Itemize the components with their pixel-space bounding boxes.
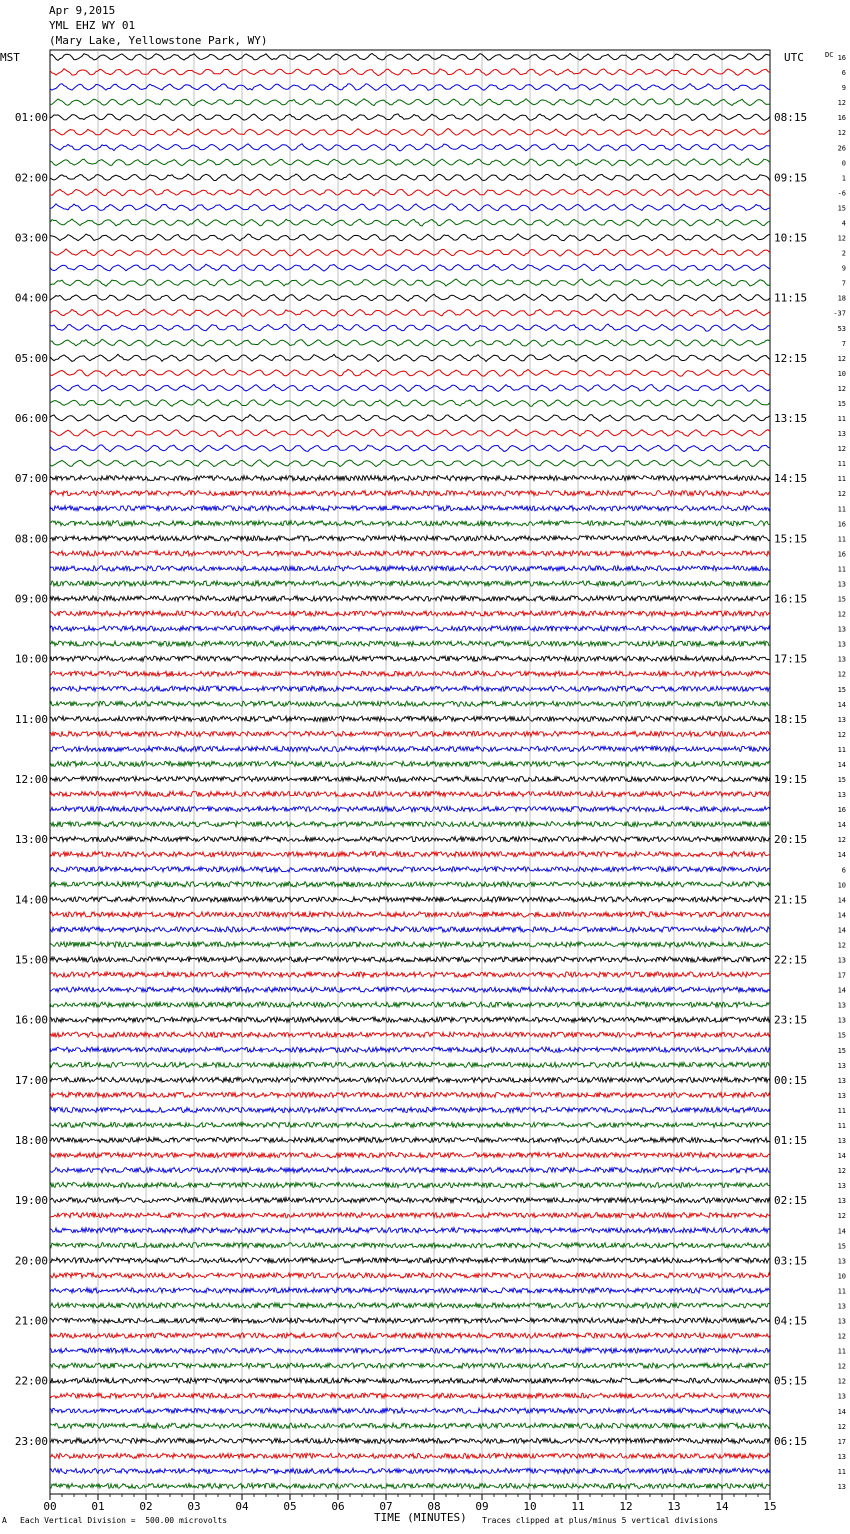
header-date: Apr 9,2015	[49, 4, 116, 17]
dc-offset: 11	[837, 1106, 846, 1115]
right-time-label: 19:15	[774, 773, 808, 786]
left-time-label: 06:00	[14, 412, 48, 425]
left-time-label: 07:00	[14, 472, 48, 486]
trace-row	[50, 1333, 770, 1338]
dc-offset: 14	[837, 1407, 846, 1416]
header-station: YML EHZ WY 01	[49, 19, 136, 32]
dc-offset: 13	[837, 1076, 846, 1085]
trace-row	[50, 174, 770, 181]
trace-row	[50, 641, 770, 646]
trace-row	[50, 807, 770, 812]
x-tick-label: 12	[619, 1500, 633, 1513]
right-time-label: 00:15	[774, 1073, 808, 1087]
trace-row	[50, 1408, 770, 1413]
left-time-label: 19:00	[14, 1194, 48, 1208]
x-tick-label: 00	[43, 1500, 57, 1513]
trace-row	[50, 429, 770, 436]
dc-offset: 12	[837, 1377, 846, 1386]
left-time-label: 17:00	[14, 1073, 48, 1087]
dc-offset: 14	[837, 851, 846, 860]
right-time-label: 10:15	[774, 231, 808, 245]
dc-offset: 15	[837, 595, 846, 604]
dc-offset: 18	[837, 294, 846, 303]
dc-offset: 11	[837, 1287, 846, 1296]
dc-offset: 12	[837, 1332, 846, 1341]
trace-row	[50, 415, 770, 422]
left-time-label: 21:00	[14, 1314, 48, 1328]
trace-row	[50, 491, 770, 496]
dc-offset: 1	[841, 174, 846, 183]
dc-offset: 12	[837, 234, 846, 243]
right-time-label: 18:15	[774, 712, 808, 726]
trace-row	[50, 69, 770, 76]
dc-offset: 9	[841, 264, 846, 273]
left-axis-title: MST	[0, 51, 20, 64]
trace-row	[50, 400, 770, 407]
dc-offset: 0	[841, 159, 846, 168]
dc-offset: 11	[837, 505, 846, 514]
trace-row	[50, 822, 770, 827]
x-axis-title: TIME (MINUTES)	[374, 1511, 467, 1524]
dc-offset: 14	[837, 821, 846, 830]
trace-row	[50, 1453, 770, 1458]
trace-row	[50, 1483, 770, 1488]
trace-row	[50, 957, 770, 962]
dc-offset: 14	[837, 760, 846, 769]
trace-row	[50, 1122, 770, 1127]
trace-row	[50, 611, 770, 616]
right-time-label: 22:15	[774, 953, 808, 967]
trace-row	[50, 1183, 770, 1188]
dc-offset: 16	[837, 114, 846, 123]
dc-offset: 12	[837, 354, 846, 363]
trace-row	[50, 144, 770, 151]
trace-row	[50, 731, 770, 736]
right-time-label: 23:15	[774, 1013, 808, 1027]
x-tick-label: 05	[283, 1500, 297, 1513]
dc-offset: 16	[837, 520, 846, 529]
trace-row	[50, 716, 770, 721]
trace-row	[50, 1168, 770, 1173]
trace-row	[50, 159, 770, 166]
right-time-label: 08:15	[774, 111, 808, 125]
dc-offset: 13	[837, 640, 846, 649]
left-time-label: 08:00	[14, 532, 48, 546]
trace-row	[50, 249, 770, 256]
trace-row	[50, 581, 770, 586]
left-time-label: 18:00	[14, 1134, 48, 1147]
trace-row	[50, 882, 770, 887]
x-tick-label: 15	[763, 1500, 777, 1513]
dc-offset: 11	[837, 745, 846, 754]
trace-row	[50, 219, 770, 226]
trace-row	[50, 551, 770, 556]
left-time-label: 23:00	[14, 1434, 48, 1448]
dc-label: DC	[825, 51, 834, 59]
dc-offset: 14	[837, 1227, 846, 1236]
trace-row	[50, 686, 770, 691]
dc-offset: 15	[837, 1031, 846, 1040]
trace-row	[50, 1017, 770, 1022]
trace-row	[50, 897, 770, 902]
header-location: (Mary Lake, Yellowstone Park, WY)	[49, 34, 268, 47]
trace-row	[50, 521, 770, 526]
dc-offset: 10	[837, 1272, 846, 1281]
x-tick-label: 11	[571, 1500, 585, 1513]
left-time-label: 22:00	[14, 1374, 48, 1388]
dc-offset: 15	[837, 1046, 846, 1055]
dc-offset: 12	[837, 610, 846, 619]
trace-row	[50, 1423, 770, 1428]
right-time-label: 09:15	[774, 171, 808, 185]
dc-offset: 14	[837, 1152, 846, 1161]
dc-offset: 12	[837, 1212, 846, 1221]
left-time-label: 03:00	[14, 231, 48, 245]
x-tick-label: 09	[475, 1500, 489, 1513]
trace-row	[50, 324, 770, 331]
trace-row	[50, 596, 770, 601]
trace-row	[50, 129, 770, 136]
trace-row	[50, 837, 770, 842]
trace-row	[50, 294, 770, 301]
dc-offset: 11	[837, 535, 846, 544]
x-tick-label: 10	[523, 1500, 537, 1513]
dc-offset: 16	[837, 54, 846, 62]
dc-offset: 13	[837, 1001, 846, 1010]
right-time-label: 15:15	[774, 532, 808, 546]
trace-row	[50, 776, 770, 781]
trace-row	[50, 1062, 770, 1067]
dc-offset: -6	[837, 189, 846, 198]
dc-offset: 12	[837, 1167, 846, 1176]
dc-offset: 16	[837, 806, 846, 815]
dc-offset: 13	[837, 715, 846, 724]
trace-row	[50, 1092, 770, 1097]
dc-offset: 17	[837, 1437, 846, 1446]
dc-offset: 12	[837, 384, 846, 393]
seismogram-traces	[50, 54, 770, 1489]
dc-offset: 15	[837, 1242, 846, 1251]
left-time-label: 09:00	[14, 592, 48, 606]
x-tick-label: 01	[91, 1500, 105, 1513]
dc-offset: 13	[837, 1482, 846, 1491]
trace-row	[50, 1438, 770, 1443]
dc-offset: 11	[837, 1121, 846, 1130]
dc-offset: 11	[837, 475, 846, 484]
trace-row	[50, 54, 770, 61]
trace-row	[50, 656, 770, 661]
dc-offset: 17	[837, 971, 846, 980]
dc-offset: 53	[837, 324, 846, 333]
trace-row	[50, 1273, 770, 1278]
trace-row	[50, 339, 770, 346]
left-time-label: 01:00	[14, 111, 48, 125]
clip-note: Traces clipped at plus/minus 5 vertical divisions	[482, 1516, 719, 1525]
dc-offset: 13	[837, 1091, 846, 1100]
x-tick-label: 06	[331, 1500, 345, 1513]
trace-row	[50, 927, 770, 932]
trace-row	[50, 1258, 770, 1263]
dc-offset: 12	[837, 836, 846, 845]
trace-row	[50, 1228, 770, 1233]
left-time-label: 02:00	[14, 171, 48, 185]
trace-row	[50, 912, 770, 917]
dc-offset: 14	[837, 911, 846, 920]
left-time-label: 11:00	[14, 712, 48, 726]
trace-row	[50, 852, 770, 857]
dc-offset: 13	[837, 956, 846, 965]
left-time-label: 05:00	[14, 351, 48, 365]
dc-offset: 12	[837, 730, 846, 739]
trace-row	[50, 867, 770, 872]
right-time-labels	[774, 111, 807, 1448]
dc-offset: 11	[837, 415, 846, 423]
dc-offset: 13	[837, 1182, 846, 1191]
left-time-label: 15:00	[14, 953, 48, 967]
dc-offset: 15	[837, 399, 846, 408]
dc-offset: 13	[837, 625, 846, 634]
dc-offset: -37	[833, 309, 846, 318]
trace-row	[50, 761, 770, 766]
trace-row	[50, 279, 770, 286]
left-time-label: 16:00	[14, 1013, 48, 1027]
dc-offset: 13	[837, 791, 846, 800]
trace-row	[50, 1363, 770, 1368]
trace-row	[50, 1152, 770, 1157]
dc-offset: 12	[837, 1362, 846, 1371]
left-time-label: 14:00	[14, 893, 48, 907]
dc-offset: 13	[837, 1392, 846, 1401]
right-time-label: 06:15	[774, 1434, 808, 1448]
trace-row	[50, 1378, 770, 1383]
dc-offset: 14	[837, 926, 846, 935]
dc-offset: 11	[837, 565, 846, 574]
trace-row	[50, 84, 770, 91]
trace-row	[50, 204, 770, 211]
trace-row	[50, 972, 770, 977]
right-time-label: 14:15	[774, 472, 808, 486]
x-tick-label: 03	[187, 1500, 201, 1513]
dc-offset: 6	[841, 866, 846, 875]
trace-row	[50, 99, 770, 106]
trace-row	[50, 791, 770, 796]
dc-offset: 10	[837, 881, 846, 890]
trace-row	[50, 1288, 770, 1293]
dc-offset: 13	[837, 655, 846, 664]
dc-offset: 12	[837, 941, 846, 950]
dc-offset: 7	[841, 279, 846, 288]
x-tick-label: 13	[667, 1500, 681, 1513]
trace-row	[50, 1213, 770, 1218]
trace-row	[50, 309, 770, 316]
x-tick-label: 08	[427, 1500, 441, 1513]
x-tick-label: 14	[715, 1500, 729, 1513]
trace-row	[50, 1468, 770, 1473]
trace-row	[50, 385, 770, 392]
dc-offset: 13	[837, 1061, 846, 1070]
trace-row	[50, 1393, 770, 1398]
dc-offset: 11	[837, 1467, 846, 1476]
dc-offset: 13	[837, 1317, 846, 1326]
scale-note: Each Vertical Division = 500.00 microvolts	[20, 1516, 228, 1525]
trace-row	[50, 1077, 770, 1082]
dc-offset: 13	[837, 1257, 846, 1266]
dc-offset: 14	[837, 700, 846, 709]
dc-offset: 13	[837, 1452, 846, 1461]
trace-row	[50, 369, 770, 376]
trace-row	[50, 1137, 770, 1142]
trace-row	[50, 1303, 770, 1308]
right-time-label: 13:15	[774, 412, 808, 425]
dc-offset: 12	[837, 670, 846, 679]
trace-row	[50, 445, 770, 452]
dc-offset: 12	[837, 129, 846, 138]
dc-offset: 12	[837, 99, 846, 108]
trace-row	[50, 987, 770, 992]
dc-offset: 15	[837, 204, 846, 213]
dc-offset: 13	[837, 1302, 846, 1311]
trace-row	[50, 746, 770, 751]
dc-offset: 6	[841, 69, 846, 78]
dc-offset: 4	[841, 219, 846, 228]
trace-row	[50, 506, 770, 511]
dc-offset: 10	[837, 369, 846, 378]
corner-mark: A	[2, 1516, 7, 1525]
trace-row	[50, 1032, 770, 1037]
trace-row	[50, 1002, 770, 1007]
dc-offset: 14	[837, 986, 846, 995]
right-time-label: 12:15	[774, 351, 808, 365]
right-time-label: 03:15	[774, 1254, 808, 1268]
x-tick-label: 02	[139, 1500, 153, 1513]
left-time-label: 13:00	[14, 833, 48, 847]
trace-row	[50, 1318, 770, 1323]
dc-offset: 11	[837, 1347, 846, 1356]
trace-row	[50, 264, 770, 271]
trace-row	[50, 476, 770, 481]
right-axis-title: UTC	[784, 51, 804, 64]
right-time-label: 21:15	[774, 893, 808, 907]
trace-row	[50, 114, 770, 121]
dc-offset: 13	[837, 430, 846, 439]
dc-offset: 13	[837, 1197, 846, 1206]
dc-offset-labels	[833, 54, 846, 1491]
trace-row	[50, 671, 770, 676]
dc-offset: 11	[837, 460, 846, 469]
trace-row	[50, 566, 770, 571]
dc-offset: 15	[837, 685, 846, 694]
trace-row	[50, 626, 770, 631]
dc-offset: 26	[837, 144, 846, 153]
trace-row	[50, 1107, 770, 1112]
x-tick-label: 07	[379, 1500, 393, 1513]
dc-offset: 15	[837, 776, 846, 784]
dc-offset: 13	[837, 1016, 846, 1025]
dc-offset: 12	[837, 445, 846, 454]
dc-offset: 12	[837, 490, 846, 499]
right-time-label: 05:15	[774, 1374, 808, 1388]
right-time-label: 16:15	[774, 592, 808, 606]
right-time-label: 11:15	[774, 291, 808, 305]
dc-offset: 14	[837, 896, 846, 905]
trace-row	[50, 701, 770, 706]
dc-offset: 13	[837, 580, 846, 589]
trace-row	[50, 942, 770, 947]
left-time-label: 20:00	[14, 1254, 48, 1268]
dc-offset: 7	[841, 339, 846, 348]
right-time-label: 17:15	[774, 652, 808, 666]
left-time-label: 10:00	[14, 652, 48, 666]
right-time-label: 02:15	[774, 1194, 808, 1208]
left-time-labels	[15, 111, 48, 1448]
x-tick-label: 04	[235, 1500, 249, 1513]
dc-offset: 9	[841, 84, 846, 93]
trace-row	[50, 1243, 770, 1248]
dc-offset: 13	[837, 1137, 846, 1145]
trace-row	[50, 354, 770, 361]
right-time-label: 01:15	[774, 1134, 808, 1147]
right-time-label: 20:15	[774, 833, 808, 847]
dc-offset: 12	[837, 1422, 846, 1431]
trace-row	[50, 234, 770, 241]
trace-row	[50, 1198, 770, 1203]
trace-row	[50, 1348, 770, 1353]
dc-offset: 16	[837, 550, 846, 559]
trace-row	[50, 189, 770, 196]
left-time-label: 04:00	[14, 291, 48, 305]
dc-offset: 2	[841, 249, 846, 258]
trace-row	[50, 536, 770, 541]
right-time-label: 04:15	[774, 1314, 808, 1328]
trace-row	[50, 1047, 770, 1052]
trace-row	[50, 460, 770, 467]
left-time-label: 12:00	[14, 773, 48, 786]
